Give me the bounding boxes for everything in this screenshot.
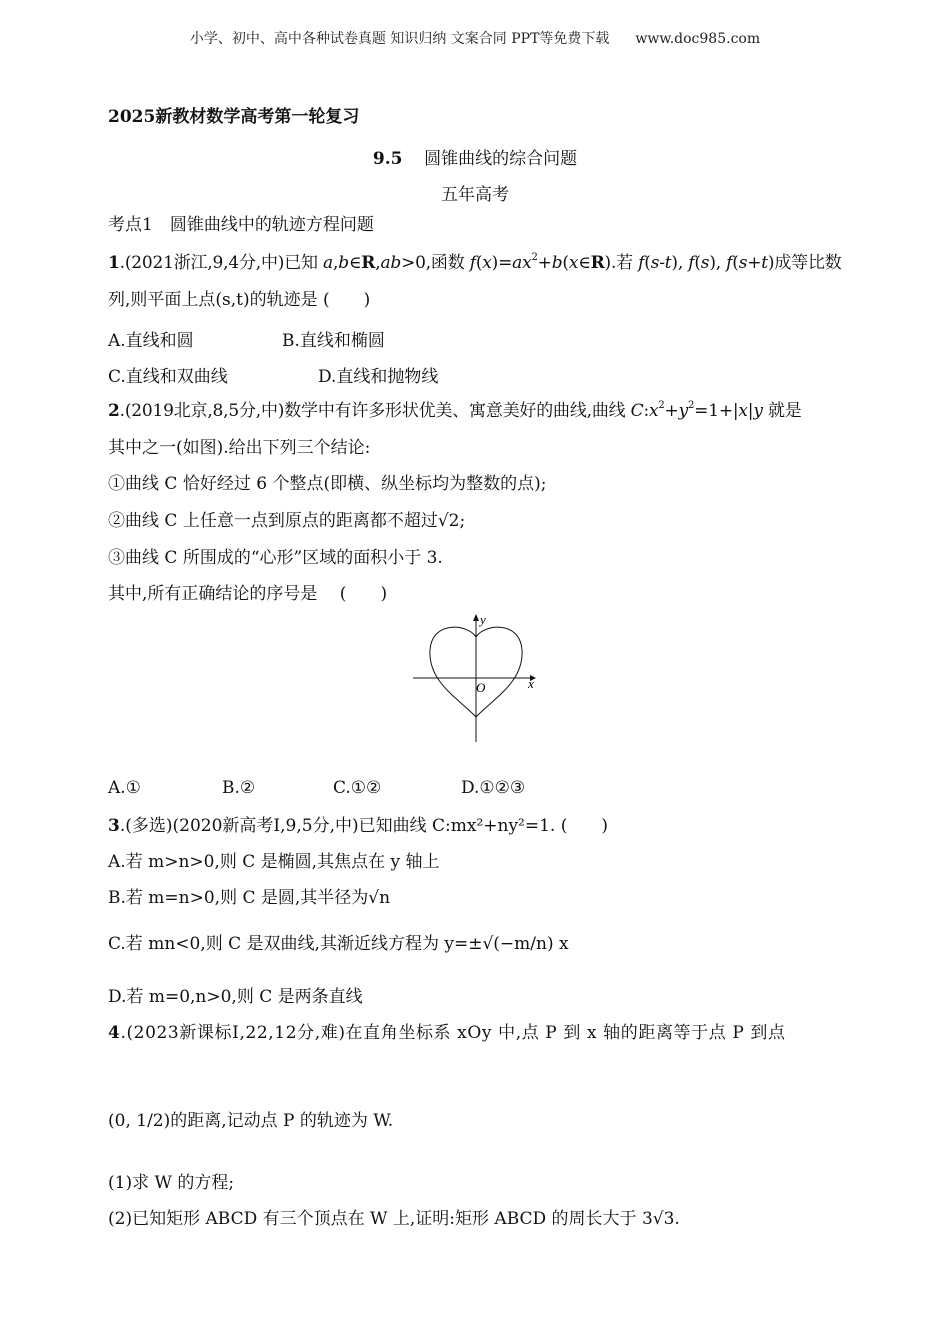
section-heading bbox=[0, 144, 950, 169]
header-website[interactable]: www.doc985.com bbox=[635, 31, 761, 47]
q4-number: 4 bbox=[108, 1023, 121, 1043]
q1-option-d[interactable]: D.直线和抛物线 bbox=[318, 367, 439, 387]
q1-option-a[interactable]: A.直线和圆 bbox=[108, 331, 194, 351]
q2-option-a[interactable]: A.① bbox=[108, 778, 141, 798]
series-title: 2025新教材数学高考第一轮复习 bbox=[108, 107, 360, 127]
q2-ask: 其中,所有正确结论的序号是 ( ) bbox=[108, 584, 388, 604]
y-axis-label: y bbox=[480, 612, 486, 627]
q2-option-d[interactable]: D.①②③ bbox=[461, 778, 526, 798]
q2-option-b[interactable]: B.② bbox=[222, 778, 256, 798]
q3-option-d[interactable]: D.若 m=0,n>0,则 C 是两条直线 bbox=[108, 987, 363, 1007]
q3-number: 3 bbox=[108, 816, 120, 836]
origin-label: O bbox=[476, 680, 486, 695]
section-number: 9.5 bbox=[372, 149, 403, 169]
q4-part-2: (2)已知矩形 ABCD 有三个顶点在 W 上,证明:矩形 ABCD 的周长大于 3√3. bbox=[108, 1209, 680, 1229]
q2-statement-3: ③曲线 C 所围成的“心形”区域的面积小于 3. bbox=[108, 548, 443, 568]
q1-source: .(2021浙江,9,4分,中)已知 bbox=[119, 253, 318, 273]
q3-option-c[interactable]: C.若 mn<0,则 C 是双曲线,其渐近线方程为 y=±√(−m/n) x bbox=[108, 934, 569, 954]
q1-line1-rest: 成等比数 bbox=[774, 253, 842, 273]
heart-curve-figure bbox=[408, 612, 558, 747]
subtitle: 五年高考 bbox=[441, 185, 509, 205]
header-categories: 小学、初中、高中各种试卷真题 知识归纳 文案合同 PPT等免费下载 bbox=[189, 31, 610, 47]
q2-line1: 2.(2019北京,8,5分,中)数学中有许多形状优美、寓意美好的曲线,曲线 $C:x^2+y^2=1+|x|y$ 就是 bbox=[108, 400, 802, 421]
section-title: 圆锥曲线的综合问题 bbox=[424, 149, 578, 169]
q1-line1: 1.(2021浙江,9,4分,中)已知 a,b∈R,ab>0,函数 $f(x)=ax^2+b(x\in R)$.若 f(s-t), f(s), f(s+t)成等比数 bbox=[108, 252, 842, 273]
q3-option-b[interactable]: B.若 m=n>0,则 C 是圆,其半径为√n bbox=[108, 888, 391, 908]
q3-option-a[interactable]: A.若 m>n>0,则 C 是椭圆,其焦点在 y 轴上 bbox=[108, 852, 440, 872]
q4-line2: (0, 1/2)的距离,记动点 P 的轨迹为 W. bbox=[108, 1111, 394, 1131]
q2-option-c[interactable]: C.①② bbox=[333, 778, 382, 798]
topic-heading: 考点1 圆锥曲线中的轨迹方程问题 bbox=[108, 215, 374, 235]
q1-option-b[interactable]: B.直线和椭圆 bbox=[282, 331, 385, 351]
q1-option-c[interactable]: C.直线和双曲线 bbox=[108, 367, 228, 387]
q2-statement-1: ①曲线 C 恰好经过 6 个整点(即横、纵坐标均为整数的点); bbox=[108, 474, 547, 494]
q1-line2: 列,则平面上点(s,t)的轨迹是 ( ) bbox=[108, 290, 371, 310]
q3-line1 bbox=[108, 815, 608, 837]
y-axis-arrow-icon bbox=[473, 614, 479, 621]
q2-line1-text: .(2019北京,8,5分,中)数学中有许多形状优美、寓意美好的曲线,曲线 bbox=[119, 401, 626, 421]
q4-part-1: (1)求 W 的方程; bbox=[108, 1173, 235, 1193]
page-header bbox=[0, 28, 950, 48]
q2-line2: 其中之一(如图).给出下列三个结论: bbox=[108, 438, 371, 458]
x-axis-label: x bbox=[528, 676, 534, 691]
q3-line1-text: .(多选)(2020新高考Ⅰ,9,5分,中)已知曲线 C:mx²+ny²=1. ( ) bbox=[119, 816, 609, 836]
q4-line1 bbox=[108, 1022, 786, 1044]
q1-number: 1 bbox=[108, 253, 120, 273]
q2-number: 2 bbox=[108, 401, 120, 421]
q4-line1-text: .(2023新课标Ⅰ,22,12分,难)在直角坐标系 xOy 中,点 P 到 x 轴的距离等于点 P 到点 bbox=[120, 1023, 786, 1043]
q2-statement-2: ②曲线 C 上任意一点到原点的距离都不超过√2; bbox=[108, 511, 466, 531]
q2-line1-tail: 就是 bbox=[767, 401, 802, 421]
